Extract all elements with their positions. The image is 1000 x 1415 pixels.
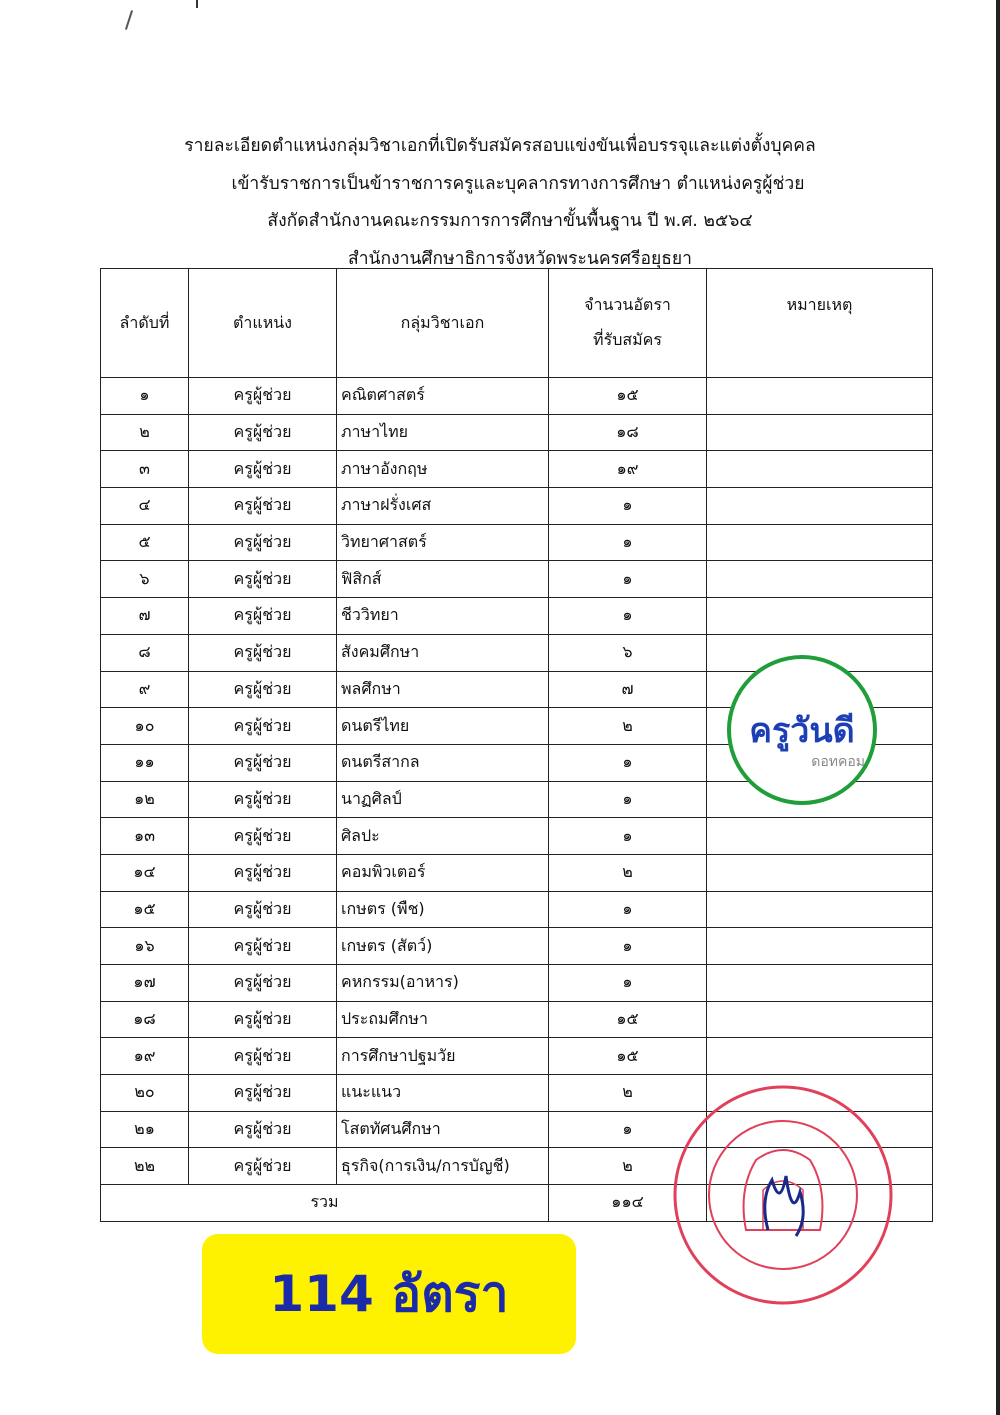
row-count: ๑ <box>549 744 707 781</box>
row-subject: ชีววิทยา <box>337 598 549 635</box>
row-no: ๒๐ <box>101 1075 189 1112</box>
row-count: ๒ <box>549 1148 707 1185</box>
seal-outer-ring <box>675 1087 891 1303</box>
row-count: ๑ <box>549 561 707 598</box>
row-position: ครูผู้ช่วย <box>189 1038 337 1075</box>
row-note <box>707 524 933 561</box>
header-count <box>549 269 707 378</box>
row-no: ๗ <box>101 598 189 635</box>
header-count-line-1: จำนวนอัตรา <box>584 295 671 314</box>
row-position: ครูผู้ช่วย <box>189 781 337 818</box>
row-count: ๑ <box>549 818 707 855</box>
seal-inner-ring <box>709 1121 857 1269</box>
row-position: ครูผู้ช่วย <box>189 1111 337 1148</box>
row-position: ครูผู้ช่วย <box>189 561 337 598</box>
header-subject: กลุ่มวิชาเอก <box>337 269 549 378</box>
row-count: ๒ <box>549 708 707 745</box>
row-no: ๑๘ <box>101 1001 189 1038</box>
row-no: ๑๕ <box>101 891 189 928</box>
row-no: ๑๒ <box>101 781 189 818</box>
row-subject: สังคมศึกษา <box>337 634 549 671</box>
row-note <box>707 1001 933 1038</box>
row-subject: ประถมศึกษา <box>337 1001 549 1038</box>
row-no: ๑๗ <box>101 965 189 1002</box>
row-note <box>707 854 933 891</box>
header-line-3: สังกัดสำนักงานคณะกรรมการการศึกษาขั้นพื้นฐาน ปี พ.ศ. ๒๕๖๔ <box>267 211 753 231</box>
watermark-logo <box>727 655 877 805</box>
row-subject: โสตทัศนศึกษา <box>337 1111 549 1148</box>
row-note <box>707 891 933 928</box>
row-position: ครูผู้ช่วย <box>189 378 337 415</box>
row-note <box>707 1038 933 1075</box>
row-count: ๑ <box>549 488 707 525</box>
row-subject: นาฏศิลป์ <box>337 781 549 818</box>
row-position: ครูผู้ช่วย <box>189 1148 337 1185</box>
row-subject: เกษตร (พืช) <box>337 891 549 928</box>
row-position: ครูผู้ช่วย <box>189 818 337 855</box>
header-no: ลำดับที่ <box>101 269 189 378</box>
row-no: ๑๑ <box>101 744 189 781</box>
row-count: ๖ <box>549 634 707 671</box>
row-no: ๔ <box>101 488 189 525</box>
row-count: ๑๕ <box>549 1001 707 1038</box>
row-no: ๒ <box>101 414 189 451</box>
row-no: ๑๖ <box>101 928 189 965</box>
row-subject: คณิตศาสตร์ <box>337 378 549 415</box>
header-line-2: เข้ารับราชการเป็นข้าราชการครูและบุคลากรทางการศึกษา ตำแหน่งครูผู้ช่วย <box>231 173 805 194</box>
row-count: ๗ <box>549 671 707 708</box>
header-count-line-2: ที่รับสมัคร <box>593 330 662 349</box>
row-count: ๑ <box>549 1111 707 1148</box>
row-count: ๑ <box>549 598 707 635</box>
row-position: ครูผู้ช่วย <box>189 744 337 781</box>
row-position: ครูผู้ช่วย <box>189 891 337 928</box>
header-note: หมายเหตุ <box>707 269 933 378</box>
row-no: ๑๓ <box>101 818 189 855</box>
table-row <box>101 414 933 451</box>
watermark-logo-text: ครูวันดี <box>749 711 855 751</box>
row-no: ๑๐ <box>101 708 189 745</box>
row-position: ครูผู้ช่วย <box>189 488 337 525</box>
row-note <box>707 928 933 965</box>
table-row <box>101 854 933 891</box>
row-note <box>707 818 933 855</box>
row-position: ครูผู้ช่วย <box>189 928 337 965</box>
table-row <box>101 598 933 635</box>
row-subject: ดนตรีไทย <box>337 708 549 745</box>
table-row <box>101 561 933 598</box>
row-count: ๑ <box>549 891 707 928</box>
row-position: ครูผู้ช่วย <box>189 451 337 488</box>
row-position: ครูผู้ช่วย <box>189 1001 337 1038</box>
table-header-row <box>101 269 933 378</box>
row-note <box>707 598 933 635</box>
row-no: ๒๑ <box>101 1111 189 1148</box>
row-note <box>707 561 933 598</box>
row-subject: เกษตร (สัตว์) <box>337 928 549 965</box>
table-row <box>101 488 933 525</box>
table-row <box>101 965 933 1002</box>
row-no: ๑๙ <box>101 1038 189 1075</box>
row-position: ครูผู้ช่วย <box>189 1075 337 1112</box>
row-subject: ภาษาฝรั่งเศส <box>337 488 549 525</box>
row-count: ๑๘ <box>549 414 707 451</box>
row-no: ๕ <box>101 524 189 561</box>
row-position: ครูผู้ช่วย <box>189 965 337 1002</box>
row-position: ครูผู้ช่วย <box>189 524 337 561</box>
row-subject: ศิลปะ <box>337 818 549 855</box>
header-line-1: รายละเอียดตำแหน่งกลุ่มวิชาเอกที่เปิดรับสมัครสอบแข่งขันเพื่อบรรจุและแต่งตั้งบุคคล <box>184 136 816 156</box>
row-no: ๘ <box>101 634 189 671</box>
row-count: ๑๕ <box>549 1038 707 1075</box>
document-header <box>0 128 1000 278</box>
table-row <box>101 524 933 561</box>
table-row <box>101 891 933 928</box>
row-note <box>707 414 933 451</box>
table-row <box>101 378 933 415</box>
total-label: รวม <box>101 1185 549 1222</box>
row-note <box>707 488 933 525</box>
row-no: ๑๔ <box>101 854 189 891</box>
watermark-logo-subtext: ดอทคอม <box>811 754 865 770</box>
row-subject: คหกรรม(อาหาร) <box>337 965 549 1002</box>
row-count: ๑ <box>549 965 707 1002</box>
row-count: ๑๙ <box>549 451 707 488</box>
scan-mark <box>125 10 133 30</box>
total-value: ๑๑๔ <box>549 1185 707 1222</box>
row-note <box>707 965 933 1002</box>
row-count: ๑ <box>549 524 707 561</box>
row-subject: ฟิสิกส์ <box>337 561 549 598</box>
row-no: ๓ <box>101 451 189 488</box>
row-note <box>707 451 933 488</box>
row-count: ๑ <box>549 781 707 818</box>
header-line-4: สำนักงานศึกษาธิการจังหวัดพระนครศรีอยุธยา <box>348 248 692 269</box>
row-position: ครูผู้ช่วย <box>189 414 337 451</box>
table-row <box>101 928 933 965</box>
row-subject: ภาษาไทย <box>337 414 549 451</box>
row-subject: ธุรกิจ(การเงิน/การบัญชี) <box>337 1148 549 1185</box>
row-subject: แนะแนว <box>337 1075 549 1112</box>
row-no: ๖ <box>101 561 189 598</box>
row-subject: ดนตรีสากล <box>337 744 549 781</box>
row-no: ๙ <box>101 671 189 708</box>
row-subject: คอมพิวเตอร์ <box>337 854 549 891</box>
table-row <box>101 1038 933 1075</box>
table-row <box>101 1001 933 1038</box>
row-no: ๑ <box>101 378 189 415</box>
row-no: ๒๒ <box>101 1148 189 1185</box>
total-rates-badge: 114 อัตรา <box>202 1234 576 1354</box>
table-row <box>101 818 933 855</box>
row-note <box>707 378 933 415</box>
row-count: ๒ <box>549 1075 707 1112</box>
row-subject: การศึกษาปฐมวัย <box>337 1038 549 1075</box>
header-position: ตำแหน่ง <box>189 269 337 378</box>
official-seal-stamp <box>668 1080 898 1310</box>
row-position: ครูผู้ช่วย <box>189 708 337 745</box>
table-row <box>101 451 933 488</box>
row-subject: พลศึกษา <box>337 671 549 708</box>
row-count: ๑ <box>549 928 707 965</box>
scan-mark <box>196 0 198 8</box>
row-count: ๑๕ <box>549 378 707 415</box>
row-position: ครูผู้ช่วย <box>189 598 337 635</box>
row-position: ครูผู้ช่วย <box>189 671 337 708</box>
row-count: ๒ <box>549 854 707 891</box>
row-subject: ภาษาอังกฤษ <box>337 451 549 488</box>
row-subject: วิทยาศาสตร์ <box>337 524 549 561</box>
row-position: ครูผู้ช่วย <box>189 634 337 671</box>
row-position: ครูผู้ช่วย <box>189 854 337 891</box>
